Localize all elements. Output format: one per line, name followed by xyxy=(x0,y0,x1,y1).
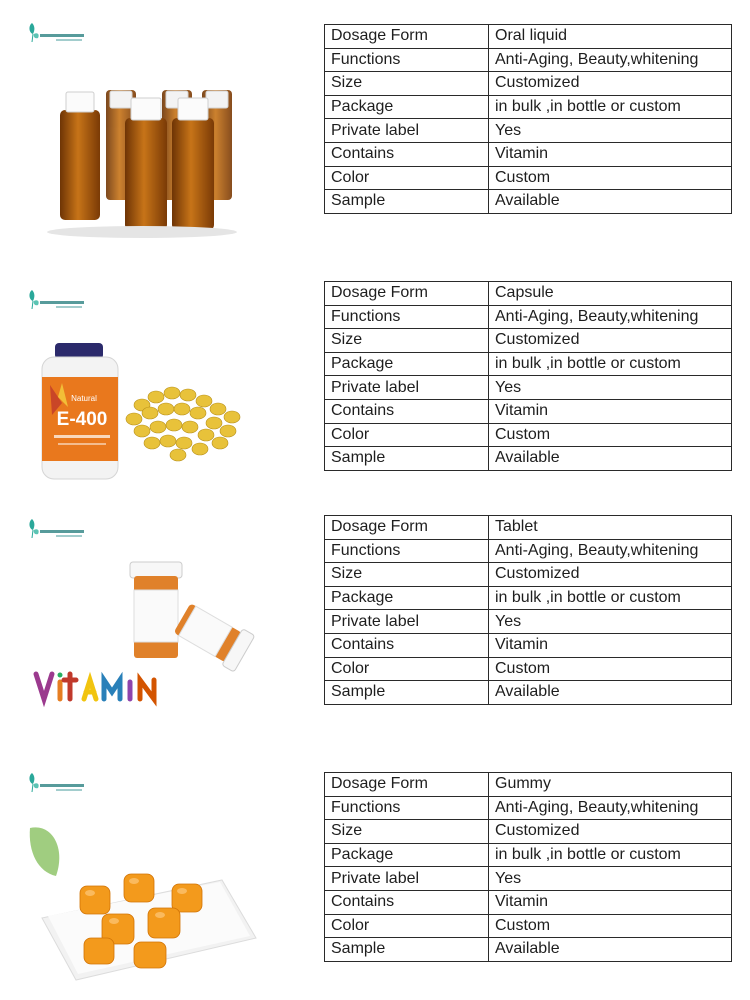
spec-value: Yes xyxy=(489,119,732,143)
gummy-image xyxy=(22,768,272,993)
table-row xyxy=(325,166,732,190)
spec-label: Package xyxy=(325,95,489,119)
spec-label: Contains xyxy=(325,890,489,914)
spec-label: Size xyxy=(325,72,489,96)
spec-label: Package xyxy=(325,586,489,610)
spec-value: in bulk ,in bottle or custom xyxy=(489,843,732,867)
spec-label: Color xyxy=(325,914,489,938)
table-row xyxy=(325,329,732,353)
spec-value: Custom xyxy=(489,914,732,938)
spec-table-capsule xyxy=(324,281,732,471)
table-row xyxy=(325,796,732,820)
product-block-oral-liquid xyxy=(0,0,750,240)
table-row xyxy=(325,72,732,96)
spec-label: Dosage Form xyxy=(325,25,489,49)
spec-value: Available xyxy=(489,681,732,705)
spec-value: Custom xyxy=(489,657,732,681)
table-row xyxy=(325,399,732,423)
spec-value: Customized xyxy=(489,329,732,353)
oral-liquid-image xyxy=(22,18,272,243)
spec-label: Sample xyxy=(325,190,489,214)
spec-label: Contains xyxy=(325,142,489,166)
table-row xyxy=(325,376,732,400)
table-row xyxy=(325,352,732,376)
spec-label: Package xyxy=(325,352,489,376)
table-row xyxy=(325,95,732,119)
spec-value: Available xyxy=(489,938,732,962)
table-row xyxy=(325,633,732,657)
spec-label: Dosage Form xyxy=(325,516,489,540)
spec-value: Gummy xyxy=(489,773,732,797)
spec-label: Sample xyxy=(325,447,489,471)
spec-value: Customized xyxy=(489,820,732,844)
spec-label: Functions xyxy=(325,305,489,329)
table-row xyxy=(325,773,732,797)
spec-value: Vitamin xyxy=(489,890,732,914)
spec-label: Functions xyxy=(325,796,489,820)
spec-value: Yes xyxy=(489,376,732,400)
spec-value: Custom xyxy=(489,423,732,447)
table-row xyxy=(325,820,732,844)
spec-label: Package xyxy=(325,843,489,867)
spec-label: Private label xyxy=(325,867,489,891)
spec-value: Vitamin xyxy=(489,142,732,166)
table-row xyxy=(325,586,732,610)
spec-label: Size xyxy=(325,329,489,353)
spec-label: Color xyxy=(325,423,489,447)
spec-table-gummy xyxy=(324,772,732,962)
spec-label: Dosage Form xyxy=(325,773,489,797)
table-row xyxy=(325,938,732,962)
spec-value: Anti-Aging, Beauty,whitening xyxy=(489,539,732,563)
spec-value: Yes xyxy=(489,867,732,891)
spec-value: Available xyxy=(489,190,732,214)
spec-value: in bulk ,in bottle or custom xyxy=(489,586,732,610)
spec-label: Dosage Form xyxy=(325,282,489,306)
spec-label: Private label xyxy=(325,610,489,634)
table-row xyxy=(325,423,732,447)
spec-value: Customized xyxy=(489,72,732,96)
spec-label: Color xyxy=(325,166,489,190)
table-row xyxy=(325,681,732,705)
table-row xyxy=(325,539,732,563)
table-row xyxy=(325,516,732,540)
spec-label: Functions xyxy=(325,48,489,72)
spec-value: Capsule xyxy=(489,282,732,306)
spec-label: Functions xyxy=(325,539,489,563)
table-row xyxy=(325,867,732,891)
bottle-brand-text: Natural xyxy=(71,394,97,403)
spec-value: Yes xyxy=(489,610,732,634)
bottle-name-text: E-400 xyxy=(56,409,108,430)
spec-value: Anti-Aging, Beauty,whitening xyxy=(489,796,732,820)
spec-value: Custom xyxy=(489,166,732,190)
spec-label: Size xyxy=(325,820,489,844)
table-row xyxy=(325,447,732,471)
spec-value: in bulk ,in bottle or custom xyxy=(489,352,732,376)
spec-label: Sample xyxy=(325,681,489,705)
table-row xyxy=(325,657,732,681)
spec-value: Anti-Aging, Beauty,whitening xyxy=(489,305,732,329)
table-row xyxy=(325,914,732,938)
tablet-image xyxy=(22,514,272,729)
spec-value: Customized xyxy=(489,563,732,587)
table-row xyxy=(325,610,732,634)
table-row xyxy=(325,890,732,914)
spec-value: Oral liquid xyxy=(489,25,732,49)
spec-value: Vitamin xyxy=(489,399,732,423)
spec-value: Anti-Aging, Beauty,whitening xyxy=(489,48,732,72)
spec-label: Private label xyxy=(325,119,489,143)
spec-label: Sample xyxy=(325,938,489,962)
table-row xyxy=(325,563,732,587)
spec-value: Available xyxy=(489,447,732,471)
capsule-image xyxy=(22,285,272,490)
product-block-tablet xyxy=(0,510,750,735)
table-row xyxy=(325,282,732,306)
spec-value: Tablet xyxy=(489,516,732,540)
table-row xyxy=(325,305,732,329)
spec-value: Vitamin xyxy=(489,633,732,657)
spec-label: Color xyxy=(325,657,489,681)
table-row xyxy=(325,142,732,166)
table-row xyxy=(325,25,732,49)
table-row xyxy=(325,190,732,214)
spec-table-oral-liquid xyxy=(324,24,732,214)
table-row xyxy=(325,119,732,143)
spec-table-tablet xyxy=(324,515,732,705)
spec-label: Private label xyxy=(325,376,489,400)
spec-label: Size xyxy=(325,563,489,587)
spec-label: Contains xyxy=(325,399,489,423)
product-block-capsule xyxy=(0,275,750,490)
product-block-gummy xyxy=(0,762,750,998)
table-row xyxy=(325,843,732,867)
spec-value: in bulk ,in bottle or custom xyxy=(489,95,732,119)
table-row xyxy=(325,48,732,72)
spec-label: Contains xyxy=(325,633,489,657)
